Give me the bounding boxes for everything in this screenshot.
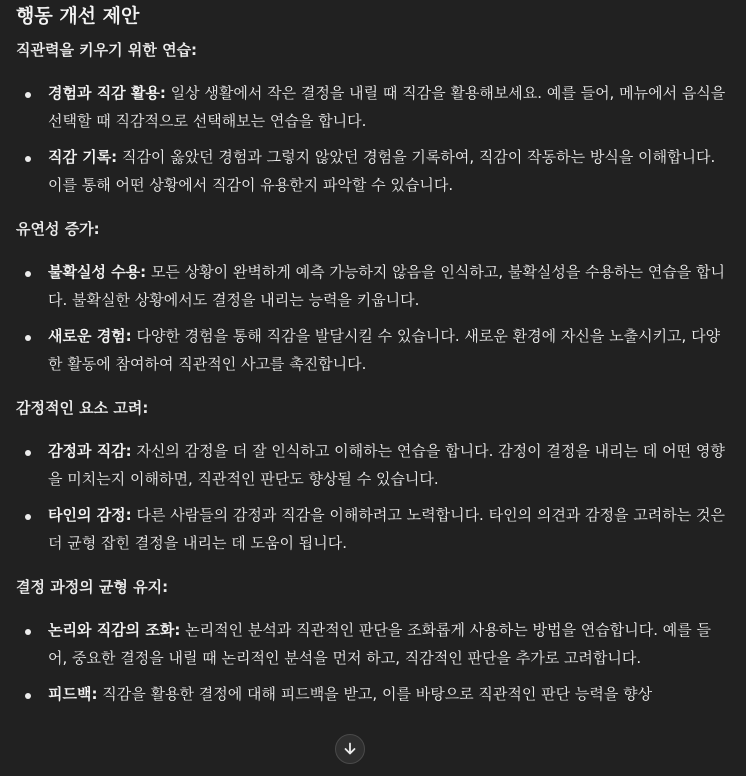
bullet-list xyxy=(16,259,730,378)
list-item xyxy=(16,259,730,314)
section-decision-balance xyxy=(16,576,730,709)
bullet-list xyxy=(16,80,730,199)
list-item xyxy=(16,438,730,493)
item-term: 논리와 직감의 조화: xyxy=(48,621,181,639)
bullet-list xyxy=(16,617,730,709)
bullet-dot xyxy=(25,271,31,277)
bullet-dot xyxy=(25,92,31,98)
item-text: 일상 생활에서 작은 결정을 내릴 때 직감을 활용해보세요. 예를 들어, 메뉴에서 음식을 선택할 때 직감적으로 선택해보는 연습을 합니다. xyxy=(48,84,726,130)
item-text: 직감을 활용한 결정에 대해 피드백을 받고, 이를 바탕으로 직관적인 판단 능력을 향상 xyxy=(97,685,653,703)
list-item xyxy=(16,144,730,199)
section-heading: 결정 과정의 균형 유지: xyxy=(16,578,169,596)
item-term: 피드백: xyxy=(48,685,98,703)
scroll-to-bottom-button[interactable] xyxy=(335,734,365,764)
section-heading: 유연성 증가: xyxy=(16,220,100,238)
list-item xyxy=(16,80,730,135)
list-item xyxy=(16,617,730,672)
bullet-dot xyxy=(25,450,31,456)
section-heading: 감정적인 요소 고려: xyxy=(16,399,149,417)
section-heading: 직관력을 키우기 위한 연습: xyxy=(16,41,198,59)
item-term: 타인의 감정: xyxy=(48,506,132,524)
bullet-dot xyxy=(25,514,31,520)
bullet-dot xyxy=(25,693,31,699)
item-text: 자신의 감정을 더 잘 인식하고 이해하는 연습을 합니다. 감정이 결정을 내리는 데 어떤 영향을 미치는지 이해하면, 직관적인 판단도 향상될 수 있습니다. xyxy=(48,442,725,488)
bullet-dot xyxy=(25,156,31,162)
list-item xyxy=(16,502,730,557)
item-term: 직감 기록: xyxy=(48,148,118,166)
arrow-down-icon xyxy=(342,741,358,757)
response-content xyxy=(16,0,730,709)
bullet-list xyxy=(16,438,730,557)
section-flexibility xyxy=(16,218,730,378)
item-text: 논리적인 분석과 직관적인 판단을 조화롭게 사용하는 방법을 연습합니다. 예를 들어, 중요한 결정을 내릴 때 논리적인 분석을 먼저 하고, 직감적인 판단을 추가로 고려합니다. xyxy=(48,621,711,667)
section-emotional-factors xyxy=(16,397,730,557)
list-item xyxy=(16,681,730,709)
page-title: 행동 개선 제안 xyxy=(16,5,140,27)
bullet-dot xyxy=(25,335,31,341)
item-text: 다른 사람들의 감정과 직감을 이해하려고 노력합니다. 타인의 의견과 감정을 고려하는 것은 더 균형 잡힌 결정을 내리는 데 도움이 됩니다. xyxy=(48,506,726,552)
section-intuition-practice xyxy=(16,39,730,199)
item-term: 감정과 직감: xyxy=(48,442,132,460)
bullet-dot xyxy=(25,629,31,635)
list-item xyxy=(16,323,730,378)
item-text: 모든 상황이 완벽하게 예측 가능하지 않음을 인식하고, 불확실성을 수용하는 연습을 합니다. 불확실한 상황에서도 결정을 내리는 능력을 키웁니다. xyxy=(48,263,726,309)
item-term: 새로운 경험: xyxy=(48,327,132,345)
item-text: 직감이 옳았던 경험과 그렇지 않았던 경험을 기록하여, 직감이 작동하는 방식을 이해합니다. 이를 통해 어떤 상황에서 직감이 유용한지 파악할 수 있습니다. xyxy=(48,148,716,194)
item-text: 다양한 경험을 통해 직감을 발달시킬 수 있습니다. 새로운 환경에 자신을 노출시키고, 다양한 활동에 참여하여 직관적인 사고를 촉진합니다. xyxy=(48,327,721,373)
item-term: 불확실성 수용: xyxy=(48,263,147,281)
item-term: 경험과 직감 활용: xyxy=(48,84,166,102)
